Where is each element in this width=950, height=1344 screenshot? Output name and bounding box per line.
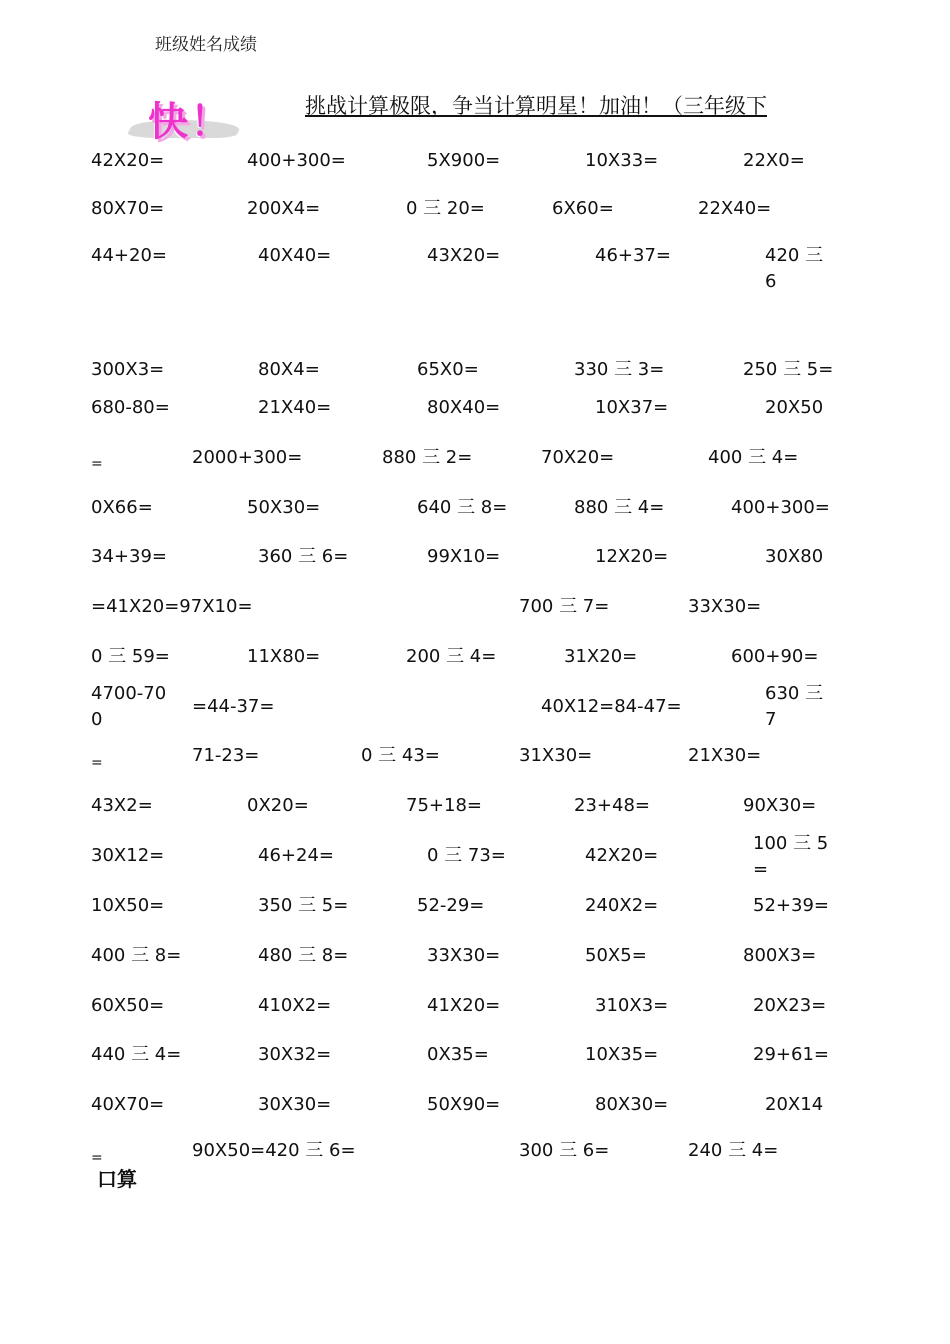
problem: 21X30= [688,745,762,766]
oral-calculation-label: 口算 [97,1167,137,1191]
problem: 600+90= [731,646,819,667]
problem: 100 三 5 = [753,833,829,880]
problem: 0X35= [427,1044,489,1065]
problem: 30X12= [91,845,165,866]
problem: 0 三 59= [91,646,170,667]
problem: 80X4= [258,359,320,380]
problem: 43X2= [91,795,153,816]
problem: 480 三 8= [258,945,349,966]
problem: 71-23= [192,745,260,766]
problem: 12X20= [595,546,669,567]
class-name-score-line: 班级姓名成绩 [155,35,257,55]
problem: 22X40= [698,198,772,219]
problem: 700 三 7= [519,596,610,617]
problem: 65X0= [417,359,479,380]
problem: 50X90= [427,1094,501,1115]
problem: 80X70= [91,198,165,219]
problem: 52+39= [753,895,829,916]
problem: 10X33= [585,150,659,171]
problem: 23+48= [574,795,650,816]
problem: 42X20= [91,150,165,171]
problem: 0 三 20= [406,198,485,219]
problem: 200 三 4= [406,646,497,667]
problem: 6X60= [552,198,614,219]
problem: 240X2= [585,895,659,916]
problem: 80X40= [427,397,501,418]
problem: 11X80= [247,646,321,667]
problem: 20X23= [753,995,827,1016]
problem: 400 三 8= [91,945,182,966]
problem: 10X35= [585,1044,659,1065]
problem: 630 三 7 [765,683,824,730]
problem: 200X4= [247,198,321,219]
problem: 40X70= [91,1094,165,1115]
problem: 360 三 6= [258,546,349,567]
problem: 22X0= [743,150,805,171]
problem: 400 三 4= [708,447,799,468]
problem: 400+300= [247,150,346,171]
problem: 0X66= [91,497,153,518]
problem: 99X10= [427,546,501,567]
problem: 90X30= [743,795,817,816]
problem: 34+39= [91,546,167,567]
problem: 90X50=420 三 6= [192,1140,356,1161]
problem: 0 三 43= [361,745,440,766]
problem: 10X50= [91,895,165,916]
problem: =44-37= [192,696,275,717]
problem: 40X40= [258,245,332,266]
problem: = [91,1150,103,1166]
problem: 70X20= [541,447,615,468]
problem: 410X2= [258,995,332,1016]
problem: 4700-700 [91,683,167,730]
problem: 20X50 [765,397,824,418]
problem: 21X40= [258,397,332,418]
problem: 880 三 2= [382,447,473,468]
problem: 640 三 8= [417,497,508,518]
problem: 30X30= [258,1094,332,1115]
worksheet-title: 挑战计算极限，争当计算明星！加油！（三年级下 [305,94,767,118]
problem: 33X30= [688,596,762,617]
problem: 31X30= [519,745,593,766]
problem: 41X20= [427,995,501,1016]
problem: 0 三 73= [427,845,506,866]
kuai-logo [128,92,258,147]
problem: 420 三 6 [765,245,824,292]
logo-text: 快！ [148,99,232,145]
problem: 52-29= [417,895,485,916]
problem: 40X12=84-47= [541,696,682,717]
problem: 2000+300= [192,447,303,468]
problem: 350 三 5= [258,895,349,916]
problem: = [91,456,103,472]
problem: 50X5= [585,945,647,966]
problem: = [91,755,103,771]
problem: =41X20=97X10= [91,596,253,617]
problem: 46+24= [258,845,334,866]
problem: 75+18= [406,795,482,816]
problem: 20X14 [765,1094,824,1115]
problem: 50X30= [247,497,321,518]
problem: 0X20= [247,795,309,816]
problem: 880 三 4= [574,497,665,518]
problem: 33X30= [427,945,501,966]
problem: 250 三 5= [743,359,834,380]
problem: 80X30= [595,1094,669,1115]
problem: 30X32= [258,1044,332,1065]
problem: 240 三 4= [688,1140,779,1161]
problem: 400+300= [731,497,830,518]
problem: 800X3= [743,945,817,966]
problem: 300X3= [91,359,165,380]
problem: 440 三 4= [91,1044,182,1065]
problem: 680-80= [91,397,170,418]
problem: 30X80 [765,546,824,567]
problem: 60X50= [91,995,165,1016]
problem: 330 三 3= [574,359,665,380]
problem: 46+37= [595,245,671,266]
problem: 10X37= [595,397,669,418]
problem: 31X20= [564,646,638,667]
problem: 5X900= [427,150,501,171]
problem: 43X20= [427,245,501,266]
problem: 44+20= [91,245,167,266]
problem: 300 三 6= [519,1140,610,1161]
problem: 42X20= [585,845,659,866]
problem: 29+61= [753,1044,829,1065]
problem: 310X3= [595,995,669,1016]
